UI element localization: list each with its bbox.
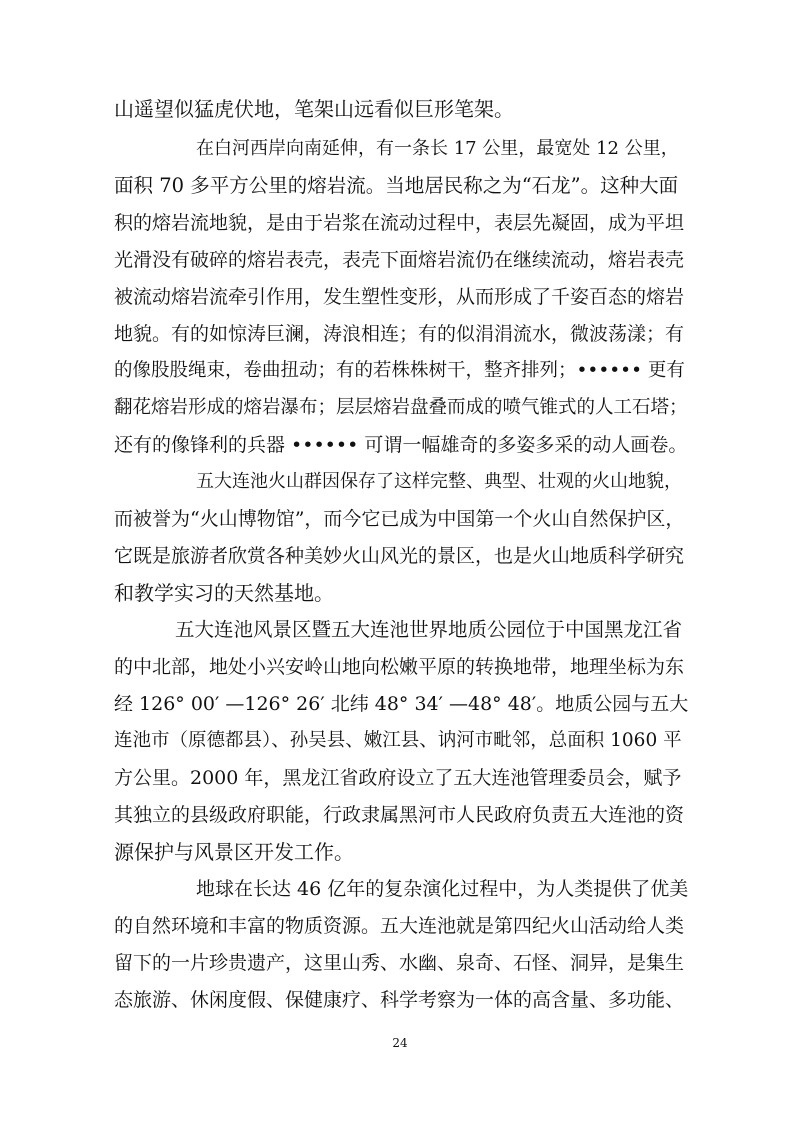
text-line: 的自然环境和丰富的物质资源。五大连池就是第四纪火山活动给人类 — [114, 915, 685, 937]
text-line: 连池市（原德都县）、孙吴县、嫩江县、讷河市毗邻，总面积 1060 平 — [114, 730, 682, 751]
text-line: 被流动熔岩流牵引作用，发生塑性变形，从而形成了千姿百态的熔岩 — [114, 286, 685, 308]
text-line: 面积 70 多平方公里的熔岩流。当地居民称之为“石龙”。这种大面 — [114, 174, 679, 197]
text-line: 和教学实习的天然基地。 — [114, 581, 334, 605]
text-line: 留下的一片珍贵遗产，这里山秀、水幽、泉奇、石怪、洞异，是集生 — [114, 952, 685, 974]
text-line: 五大连池风景区暨五大连池世界地质公园位于中国黑龙江省 — [175, 618, 683, 641]
text-line: 五大连池火山群因保存了这样完整、典型、壮观的火山地貌， — [196, 471, 682, 492]
page-number: 24 — [392, 1036, 408, 1050]
text-line: 山遥望似猛虎伏地，笔架山远看似巨形笔架。 — [114, 97, 514, 121]
text-line: 态旅游、休闲度假、保健康疗、科学考察为一体的高含量、多功能、 — [114, 989, 685, 1011]
text-line: 翻花熔岩形成的熔岩瀑布；层层熔岩盘叠而成的喷气锥式的人工石塔； — [114, 397, 688, 418]
text-line: 积的熔岩流地貌，是由于岩浆在流动过程中，表层先凝固，成为平坦 — [114, 212, 685, 234]
text-line: 经 126° 00′ —126° 26′ 北纬 48° 34′ —48° 48′。地质公园与五大 — [114, 693, 689, 715]
text-line: 而被誉为“火山博物馆”，而今它已成为中国第一个火山自然保护区， — [114, 508, 685, 530]
text-line: 其独立的县级政府职能，行政隶属黑河市人民政府负责五大连池的资 — [114, 804, 685, 826]
text-line: 源保护与风景区开发工作。 — [114, 840, 354, 864]
text-line: 方公里。2000 年，黑龙江省政府设立了五大连池管理委员会，赋予 — [114, 767, 682, 789]
text-line: 还有的像锋利的兵器 •••••• 可谓一幅雄奇的多姿多采的动人画卷。 — [114, 434, 688, 456]
text-line: 光滑没有破碎的熔岩表壳，表壳下面熔岩流仍在继续流动，熔岩表壳 — [114, 249, 685, 271]
text-line: 的中北部，地处小兴安岭山地向松嫩平原的转换地带，地理坐标为东 — [114, 656, 685, 678]
text-line: 它既是旅游者欣赏各种美妙火山风光的景区，也是火山地质科学研究 — [114, 545, 685, 567]
text-line: 的像股股绳束，卷曲扭动；有的若株株树干，整齐排列；•••••• 更有 — [114, 360, 685, 381]
text-line: 地球在长达 46 亿年的复杂演化过程中，为人类提供了优美 — [196, 878, 689, 900]
text-line: 在白河西岸向南延伸，有一条长 17 公里，最宽处 12 公里， — [196, 138, 679, 159]
text-line: 地貌。有的如惊涛巨澜，涛浪相连；有的似涓涓流水，微波荡漾；有 — [114, 323, 685, 345]
